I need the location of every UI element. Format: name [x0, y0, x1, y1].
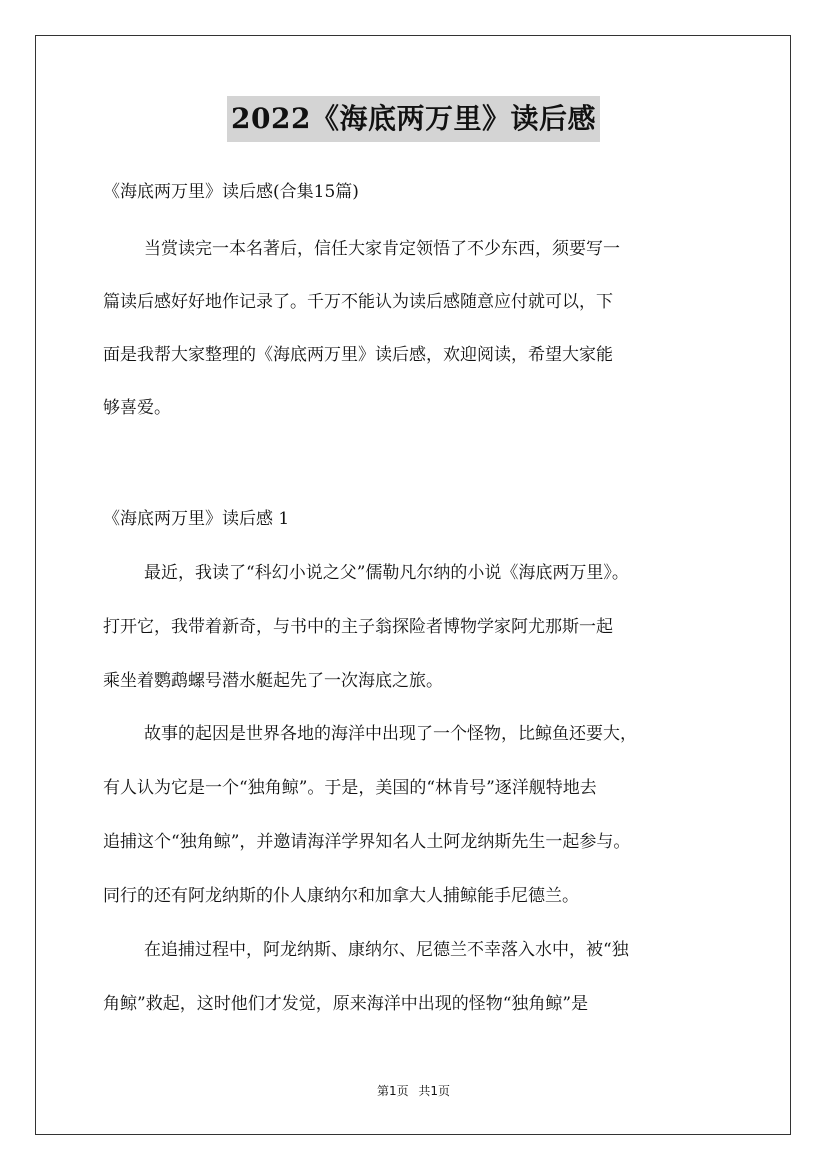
body-line: 乘坐着鹦鹉螺号潜水艇起先了一次海底之旅。 [103, 671, 443, 691]
intro-line: 当赏读完一本名著后，信任大家肯定领悟了不少东西，须要写一 [144, 239, 620, 259]
body-line: 角鲸”救起，这时他们才发觉，原来海洋中出现的怪物“独角鲸”是 [103, 994, 589, 1014]
page-total: 共1页 [418, 1084, 451, 1098]
intro-line: 够喜爱。 [103, 398, 171, 418]
title-container [0, 96, 827, 142]
intro-line: 篇读后感好好地作记录了。千万不能认为读后感随意应付就可以，下 [103, 292, 613, 312]
body-line: 追捕这个“独角鲸”，并邀请海洋学界知名人土阿龙纳斯先生一起参与。 [103, 832, 631, 852]
body-line: 同行的还有阿龙纳斯的仆人康纳尔和加拿大人捕鲸能手尼德兰。 [103, 886, 579, 906]
intro-line: 面是我帮大家整理的《海底两万里》读后感，欢迎阅读，希望大家能 [103, 345, 613, 365]
page-number: 第1页 [376, 1084, 409, 1098]
body-line: 有人认为它是一个“独角鲸”。于是，美国的“林肯号”逐洋舰特地去 [103, 778, 597, 798]
page-footer [0, 1082, 827, 1099]
body-line: 最近，我读了“科幻小说之父”儒勒凡尔纳的小说《海底两万里》。 [144, 563, 629, 583]
body-line: 故事的起因是世界各地的海洋中出现了一个怪物，比鲸鱼还要大， [144, 724, 637, 744]
subtitle: 《海底两万里》读后感(合集15篇) [103, 182, 359, 202]
body-line: 在追捕过程中，阿龙纳斯、康纳尔、尼德兰不幸落入水中，被“独 [144, 940, 629, 960]
section-heading: 《海底两万里》读后感 1 [103, 509, 290, 529]
document-title: 2022《海底两万里》读后感 [227, 96, 600, 142]
body-line: 打开它，我带着新奇，与书中的主子翁探险者博物学家阿尤那斯一起 [103, 617, 613, 637]
